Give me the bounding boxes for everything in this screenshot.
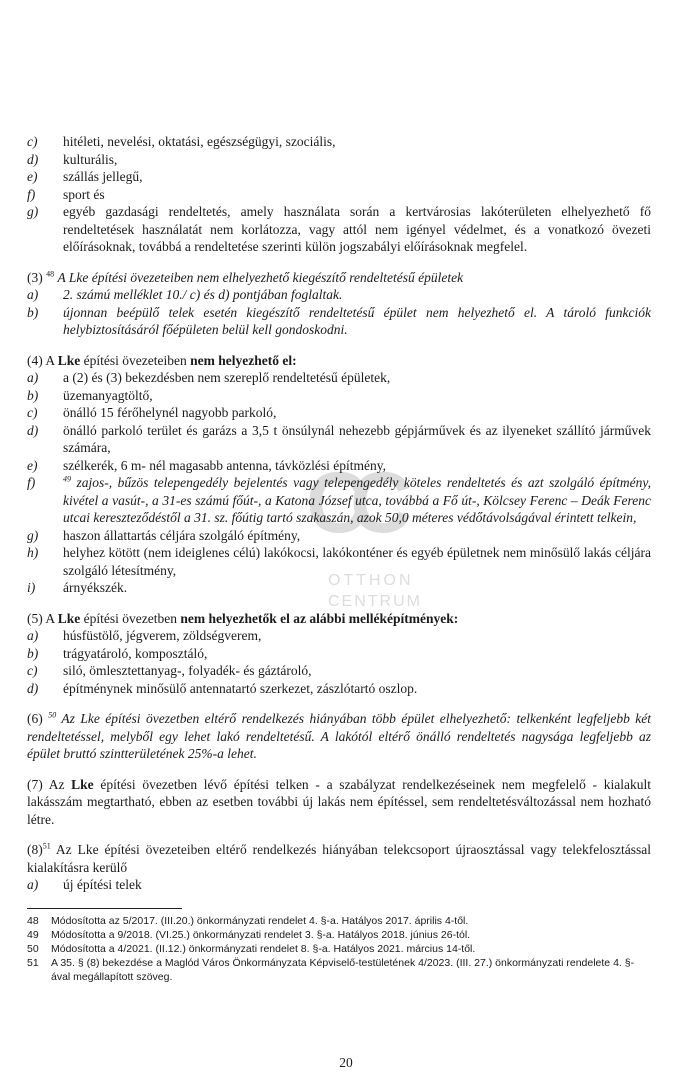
footnote-text: A 35. § (8) bekezdése a Maglód Város Önkormányzata Képviselő-testületének 4/2023. (III. 27.) önkormányzati rendelete 4. §-ával megállapított szöveg. — [51, 956, 635, 983]
item-text: kulturális, — [63, 151, 118, 167]
item-label: f) — [27, 475, 36, 490]
footnote-ref-49[interactable]: 49 — [63, 474, 71, 484]
item-label: i) — [27, 580, 36, 595]
item-text: helyhez kötött (nem ideiglenes célú) lakókocsi, lakókonténer és egyéb épületnek nem minősülő lakás céljára szolgáló létesítmény, — [63, 545, 651, 578]
footnote — [27, 914, 651, 928]
list-item — [27, 579, 651, 597]
item-label: h) — [27, 545, 39, 560]
section-7-zone: Lke — [71, 776, 94, 792]
section-8-text: Az Lke építési övezeteiben eltérő rendelkezés hiányában telekcsoport újraosztással vagy telekfelosztással kialakításra kerülő — [27, 842, 651, 875]
section-4-zone: Lke — [57, 352, 81, 368]
section-8-text-block — [27, 841, 651, 876]
list-item — [27, 662, 651, 680]
list-item — [27, 186, 651, 204]
watermark-line1: OTTHON — [328, 572, 414, 589]
section-6 — [27, 710, 651, 763]
item-text: a (2) és (3) bekezdésben nem szereplő rendeltetésű épületek, — [63, 370, 391, 385]
item-label: a) — [27, 628, 39, 643]
list-item — [27, 527, 651, 545]
section-5-zone: Lke — [57, 610, 81, 626]
list-item — [27, 133, 651, 151]
item-label: b) — [27, 387, 39, 403]
list-item — [27, 369, 651, 387]
footnote-text: Módosította a 4/2021. (II.12.) önkormányzati rendelet 8. §-a. Hatályos 2021. március 14-től. — [51, 942, 476, 955]
item-label: d) — [27, 151, 39, 167]
list-item — [27, 645, 651, 663]
footnote-ref-51[interactable]: 51 — [42, 841, 51, 851]
watermark-line2: CENTRUM — [328, 593, 422, 610]
footnote — [27, 956, 651, 984]
item-label: a) — [27, 877, 39, 892]
footnotes — [27, 914, 651, 984]
document-page — [27, 133, 651, 984]
item-text: szélkerék, 6 m- nél magasabb antenna, távközlési építmény, — [63, 457, 387, 473]
item-text: trágyatároló, komposztáló, — [63, 645, 208, 661]
footnote — [27, 942, 651, 956]
item-text: egyéb gazdasági rendeltetés, amely használata során a kertvárosias lakóterületen elhelyezhető fő rendeltetések használatát nem korlátozza, vagy attól nem igényel védelmet, és a vonatkozó övezeti előírásoknak, továbbá a rendeltetése szerinti külön jogszabályi előírásoknak megfelel. — [63, 204, 651, 254]
footnote-number: 51 — [27, 956, 39, 969]
list-item — [27, 457, 651, 475]
section-4-emphasis: nem helyezhető el: — [190, 352, 297, 368]
item-label: c) — [27, 663, 38, 678]
list-item — [27, 876, 651, 894]
section-7 — [27, 776, 651, 829]
list-item — [27, 286, 651, 304]
list-item — [27, 404, 651, 422]
list-item — [27, 151, 651, 169]
section-7-prefix: (7) Az — [27, 776, 72, 792]
item-label: c) — [27, 134, 38, 149]
item-label: g) — [27, 204, 39, 219]
section-4-prefix: (4) A — [27, 352, 58, 368]
item-label: e) — [27, 169, 38, 184]
list-item — [27, 680, 651, 698]
section-5-heading — [27, 610, 651, 628]
item-label: b) — [27, 304, 39, 320]
item-label: f) — [27, 186, 36, 202]
item-text: árnyékszék. — [63, 580, 128, 595]
footnote-text: Módosította a 9/2018. (VI.25.) önkormányzati rendelet 3. §-a. Hatályos 2018. június 26-tól. — [51, 928, 471, 941]
section-4 — [27, 352, 651, 597]
footnote-divider — [27, 908, 182, 909]
item-label: d) — [27, 422, 39, 438]
item-text: építménynek minősülő antennatartó szerkezet, zászlótartó oszlop. — [63, 680, 418, 696]
list-item — [27, 203, 651, 256]
item-text: önálló 15 férőhelynél nagyobb parkoló, — [63, 405, 277, 420]
footnote-text: Módosította az 5/2017. (III.20.) önkormányzati rendelet 4. §-a. Hatályos 2017. április 4-től. — [51, 914, 469, 927]
footnote-ref-48[interactable]: 48 — [46, 269, 55, 278]
item-label: b) — [27, 645, 39, 661]
item-label: d) — [27, 680, 39, 696]
list-item — [27, 474, 651, 527]
footnote-number: 50 — [27, 942, 39, 955]
item-text: újonnan beépülő telek esetén kiegészítő rendeltetésű épület nem helyezhető el. A tároló funkciók helybiztosításáról főépületen belül kell gondoskodni. — [63, 304, 651, 337]
section-6-text: Az Lke építési övezetben eltérő rendelkezés hiányában több épület elhelyezhető: telkenként legfeljebb két rendeltetéssel, melyből egy lehet lakó rendeltetésű. A lakótól eltérő önálló rendeltetés nagysága legfeljebb az épület bruttó szintterületének 25%-a lehet. — [27, 711, 652, 761]
list-item — [27, 387, 651, 405]
section-3-heading — [27, 269, 651, 287]
item-f-text: zajos-, bűzös telepengedély bejelentés vagy telepengedély köteles rendeltetés és azt szolgáló építmény, kivétel a vasút-, a 31-es számú főút-, a Katona József utca, továbbá a Fő út-, Kölcsey Ferenc – Deák Ferenc utcai kereszteződéstől a 31. sz. főútig tartó szakaszán, azok 50,0 méteres védőtávolságával érintett telkein, — [63, 475, 651, 525]
list-c-to-g — [27, 133, 651, 256]
section-4-heading — [27, 352, 651, 370]
item-text: 2. számú melléklet 10./ c) és d) pontjában foglaltak. — [63, 287, 343, 302]
section-3-number: (3) — [27, 269, 43, 285]
list-item — [27, 168, 651, 186]
item-text: önálló parkoló terület és garázs a 3,5 t önsúlynál nehezebb gépjárművek és az ilyeneket szállító járművek számára, — [63, 422, 651, 455]
item-label: g) — [27, 527, 39, 543]
item-text: siló, ömlesztettanyag-, folyadék- és gáztároló, — [63, 663, 312, 678]
section-7-text: építési övezetben lévő építési telken - a szabályzat rendelkezéseinek nem megfelelő - kialakult lakásszám megtartható, ebben az esetben további új lakás nem építéssel, sem rendeltetésváltozással nem hozható létre. — [27, 776, 651, 827]
list-item — [27, 304, 651, 339]
footnote — [27, 928, 651, 942]
section-5-middle: építési övezetben — [80, 610, 181, 626]
section-3 — [27, 269, 651, 339]
item-text: húsfüstölő, jégverem, zöldségverem, — [63, 628, 262, 643]
list-item — [27, 422, 651, 457]
item-label: a) — [27, 287, 39, 302]
item-text: szállás jellegű, — [63, 169, 143, 184]
item-text — [63, 474, 651, 527]
item-text: üzemanyagtöltő, — [63, 387, 153, 403]
footnote-ref-50[interactable]: 50 — [48, 710, 57, 720]
page-number: 20 — [339, 1055, 353, 1070]
item-text: haszon állattartás céljára szolgáló építmény, — [63, 527, 301, 543]
footnote-number: 48 — [27, 914, 39, 927]
list-item — [27, 544, 651, 579]
list-item — [27, 627, 651, 645]
item-text: sport és — [63, 186, 105, 202]
item-label: c) — [27, 405, 38, 420]
section-8 — [27, 841, 651, 894]
section-5-emphasis: nem helyezhetők el az alábbi melléképítmények: — [180, 610, 459, 626]
watermark-mark: CC — [306, 455, 395, 551]
item-label: e) — [27, 457, 38, 473]
section-5-prefix: (5) A — [27, 610, 58, 626]
section-5 — [27, 610, 651, 698]
item-label: a) — [27, 370, 39, 385]
section-8-number: (8) — [27, 842, 43, 857]
section-3-title: A Lke építési övezeteiben nem elhelyezhető kiegészítő rendeltetésű épületek — [57, 269, 464, 285]
section-4-middle: építési övezeteiben — [80, 352, 191, 368]
section-6-number: (6) — [27, 711, 43, 726]
item-text: új építési telek — [63, 877, 142, 892]
footnote-number: 49 — [27, 928, 39, 941]
item-text: hitéleti, nevelési, oktatási, egészségügyi, szociális, — [63, 134, 336, 149]
